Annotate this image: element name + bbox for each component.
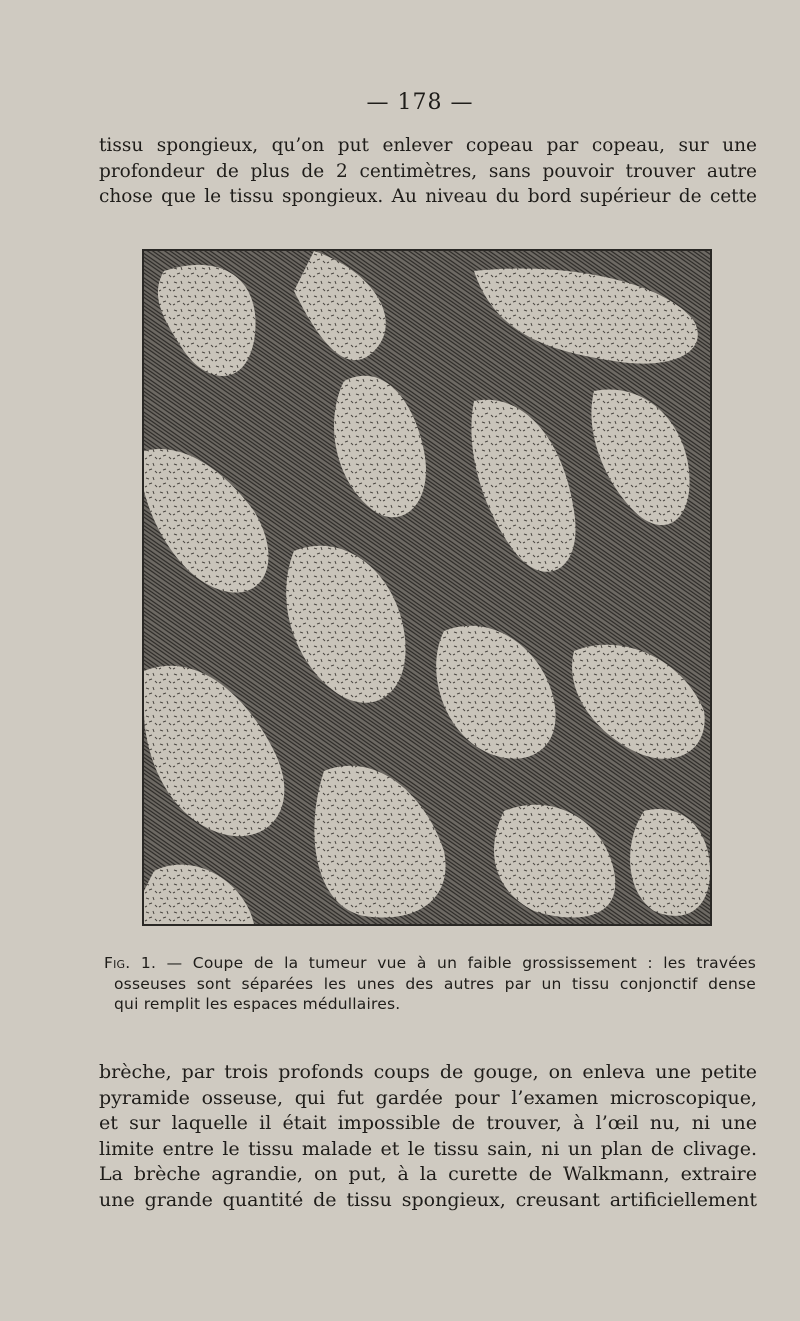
text-line: profondeur de plus de 2 centimètres, sans pouvoir trouver autre xyxy=(99,160,757,182)
text-line: limite entre le tissu malade et le tissu sain, ni un plan de clivage. xyxy=(99,1137,757,1160)
text-line: La brèche agrandie, on put, à la curette de Walkmann, extraire xyxy=(99,1163,757,1186)
text-line: une grande quantité de tissu spongieux, creusant artificiellement xyxy=(99,1188,757,1211)
tissue-illustration xyxy=(144,251,710,924)
caption-line: osseuses sont séparées les unes des autres par un tissu conjonctif dense xyxy=(114,974,756,993)
bottom-paragraph xyxy=(99,1060,757,1214)
text-line: pyramide osseuse, qui fut gardée pour l’examen microscopique, xyxy=(99,1086,757,1109)
text-line: tissu spongieux, qu’on put enlever copeau par copeau, sur une xyxy=(99,135,757,156)
text-line: chose que le tissu spongieux. Au niveau du bord supérieur de cette xyxy=(99,186,757,208)
figure-caption xyxy=(104,953,756,1015)
caption-line: qui remplit les espaces médullaires. xyxy=(114,995,401,1013)
page-number: — 178 — xyxy=(366,90,474,115)
text-line: et sur laquelle il était impossible de trouver, à l’œil nu, ni une xyxy=(99,1112,757,1135)
caption-line xyxy=(104,953,756,974)
top-paragraph xyxy=(99,133,757,210)
caption-text: — Coupe de la tumeur vue à un faible grossissement : les travées xyxy=(166,954,756,972)
figure-label: Fig. 1. xyxy=(104,954,157,972)
text-line: brèche, par trois profonds coups de gouge, on enleva une petite xyxy=(99,1061,757,1083)
histology-figure xyxy=(142,249,712,926)
